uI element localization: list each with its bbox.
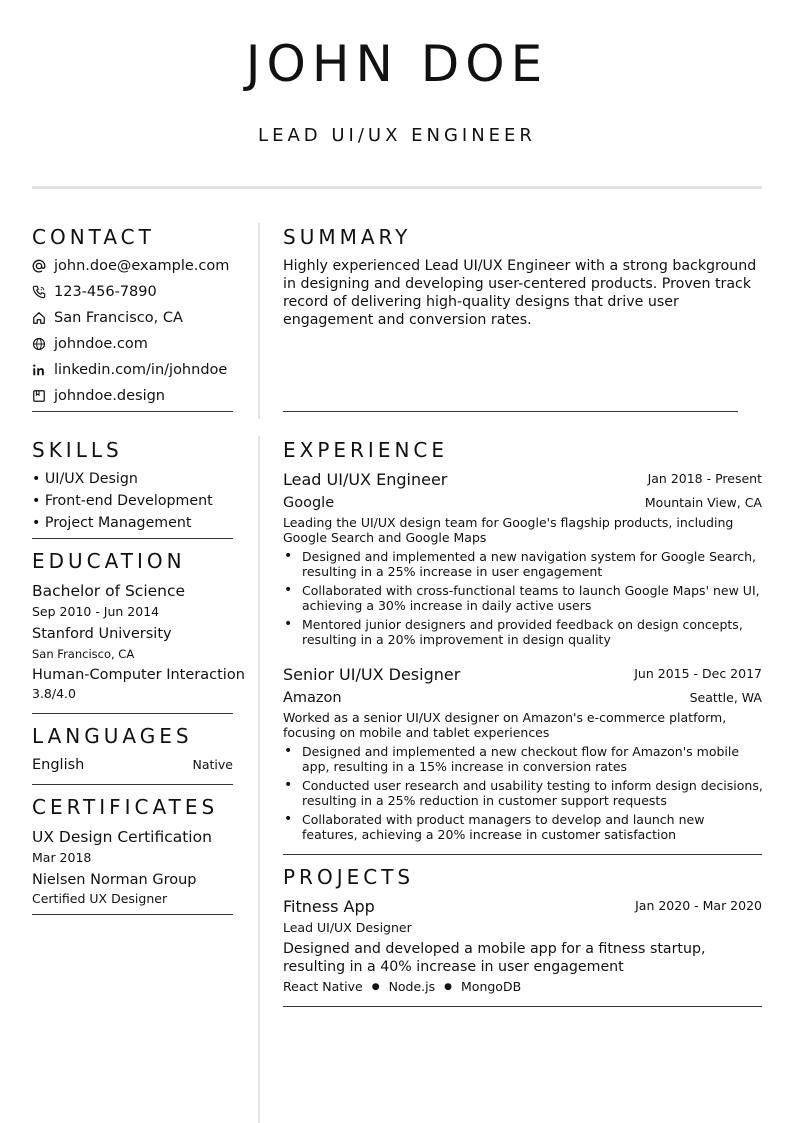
resume-name: JOHN DOE <box>245 35 549 93</box>
job-dates: Jan 2018 - Present <box>647 471 762 486</box>
job-dates: Jun 2015 - Dec 2017 <box>634 666 762 681</box>
certificates-title: CERTIFICATES <box>32 795 219 819</box>
project-dates: Jan 2020 - Mar 2020 <box>635 898 762 913</box>
skill-item: • Front-end Development <box>32 493 213 509</box>
contact-title: CONTACT <box>32 225 155 249</box>
job-location: Seattle, WA <box>689 690 762 705</box>
skills-title: SKILLS <box>32 438 123 462</box>
project-role: Lead UI/UX Designer <box>283 920 412 935</box>
contact-email[interactable] <box>32 256 242 276</box>
languages-divider <box>32 784 233 785</box>
education-field: Human-Computer Interaction <box>32 667 245 683</box>
job-title: Senior UI/UX Designer <box>283 665 461 684</box>
education-degree: Bachelor of Science <box>32 582 186 600</box>
contact-location-text: San Francisco, CA <box>54 310 183 326</box>
tech-separator: ● <box>444 982 453 992</box>
skill-item: • Project Management <box>32 515 192 531</box>
project-description: Designed and developed a mobile app for a fitness startup, resulting in a 40% increase in user engagement <box>283 941 706 975</box>
education-gpa: 3.8/4.0 <box>32 686 76 701</box>
home-icon <box>32 311 46 325</box>
summary-title: SUMMARY <box>283 225 412 249</box>
education-school: Stanford University <box>32 626 172 642</box>
job-bullet: • Designed and implemented a new checkout flow for Amazon's mobile app, resulting in a 15% increase in conversion rates <box>284 743 740 774</box>
job-location: Mountain View, CA <box>644 495 762 510</box>
education-divider <box>32 713 233 714</box>
contact-divider <box>32 411 233 412</box>
language-level: Native <box>192 757 233 772</box>
education-dates: Sep 2010 - Jun 2014 <box>32 604 160 619</box>
contact-portfolio-text: johndoe.design <box>54 388 165 404</box>
column-divider <box>258 436 260 1123</box>
summary-divider <box>283 411 738 412</box>
project-name: Fitness App <box>283 897 375 916</box>
contact-linkedin[interactable] <box>32 360 242 380</box>
certificate-date: Mar 2018 <box>32 850 92 865</box>
education-location: San Francisco, CA <box>32 647 135 661</box>
at-icon <box>32 259 46 273</box>
contact-portfolio[interactable] <box>32 386 242 406</box>
job-company: Amazon <box>283 690 342 706</box>
job-bullet: • Collaborated with cross-functional teams to launch Google Maps' new UI, achieving a 30% increase in daily active users <box>284 582 760 613</box>
job-bullet: • Mentored junior designers and provided feedback on design concepts, resulting in a 20% improvement in design quality <box>284 616 743 647</box>
contact-linkedin-text: linkedin.com/in/johndoe <box>54 362 228 378</box>
education-title: EDUCATION <box>32 549 186 573</box>
column-divider <box>258 223 260 419</box>
contact-location <box>32 308 242 328</box>
contact-website[interactable] <box>32 334 242 354</box>
certificate-subtitle: Certified UX Designer <box>32 891 168 906</box>
contact-phone[interactable] <box>32 282 242 302</box>
languages-title: LANGUAGES <box>32 724 193 748</box>
portfolio-icon <box>32 389 46 403</box>
job-description: Worked as a senior UI/UX designer on Amazon's e-commerce platform, focusing on mobile and tablet experiences <box>283 710 727 740</box>
tech-separator: ● <box>371 982 380 992</box>
contact-email-text: john.doe@example.com <box>54 258 230 274</box>
job-description: Leading the UI/UX design team for Google's flagship products, including Google Search and Google Maps <box>283 515 734 545</box>
job-bullet: • Collaborated with product managers to develop and launch new features, achieving a 20% increase in customer satisfaction <box>284 811 705 842</box>
experience-divider <box>283 854 762 855</box>
job-bullet: • Conducted user research and usability testing to inform design decisions, resulting in a 25% reduction in customer support requests <box>284 777 763 808</box>
summary-text: Highly experienced Lead UI/UX Engineer with a strong background in designing and developing user-centered products. Proven track record of delivering high-quality designs that drive user engagement and conversion rates. <box>283 258 757 328</box>
projects-divider <box>283 1006 762 1007</box>
globe-icon <box>32 337 46 351</box>
header-divider <box>32 186 762 189</box>
experience-title: EXPERIENCE <box>283 438 449 462</box>
certificates-divider <box>32 914 233 915</box>
job-bullet: • Designed and implemented a new navigation system for Google Search, resulting in a 25% increase in user engagement <box>284 548 756 579</box>
projects-title: PROJECTS <box>283 865 415 889</box>
language-name: English <box>32 757 85 773</box>
contact-website-text: johndoe.com <box>54 336 148 352</box>
tech-tag: Node.js <box>388 979 436 994</box>
skill-item: • UI/UX Design <box>32 471 138 487</box>
skills-divider <box>32 538 233 539</box>
contact-phone-text: 123-456-7890 <box>54 284 157 300</box>
tech-tag: React Native <box>283 979 363 994</box>
certificate-name: UX Design Certification <box>32 828 212 846</box>
job-title: Lead UI/UX Engineer <box>283 470 448 489</box>
job-company: Google <box>283 495 335 511</box>
linkedin-icon <box>32 363 46 377</box>
project-tech-list <box>283 979 521 995</box>
phone-icon <box>32 285 46 299</box>
tech-tag: MongoDB <box>461 979 522 994</box>
resume-role: LEAD UI/UX ENGINEER <box>258 125 536 146</box>
certificate-issuer: Nielsen Norman Group <box>32 872 197 888</box>
